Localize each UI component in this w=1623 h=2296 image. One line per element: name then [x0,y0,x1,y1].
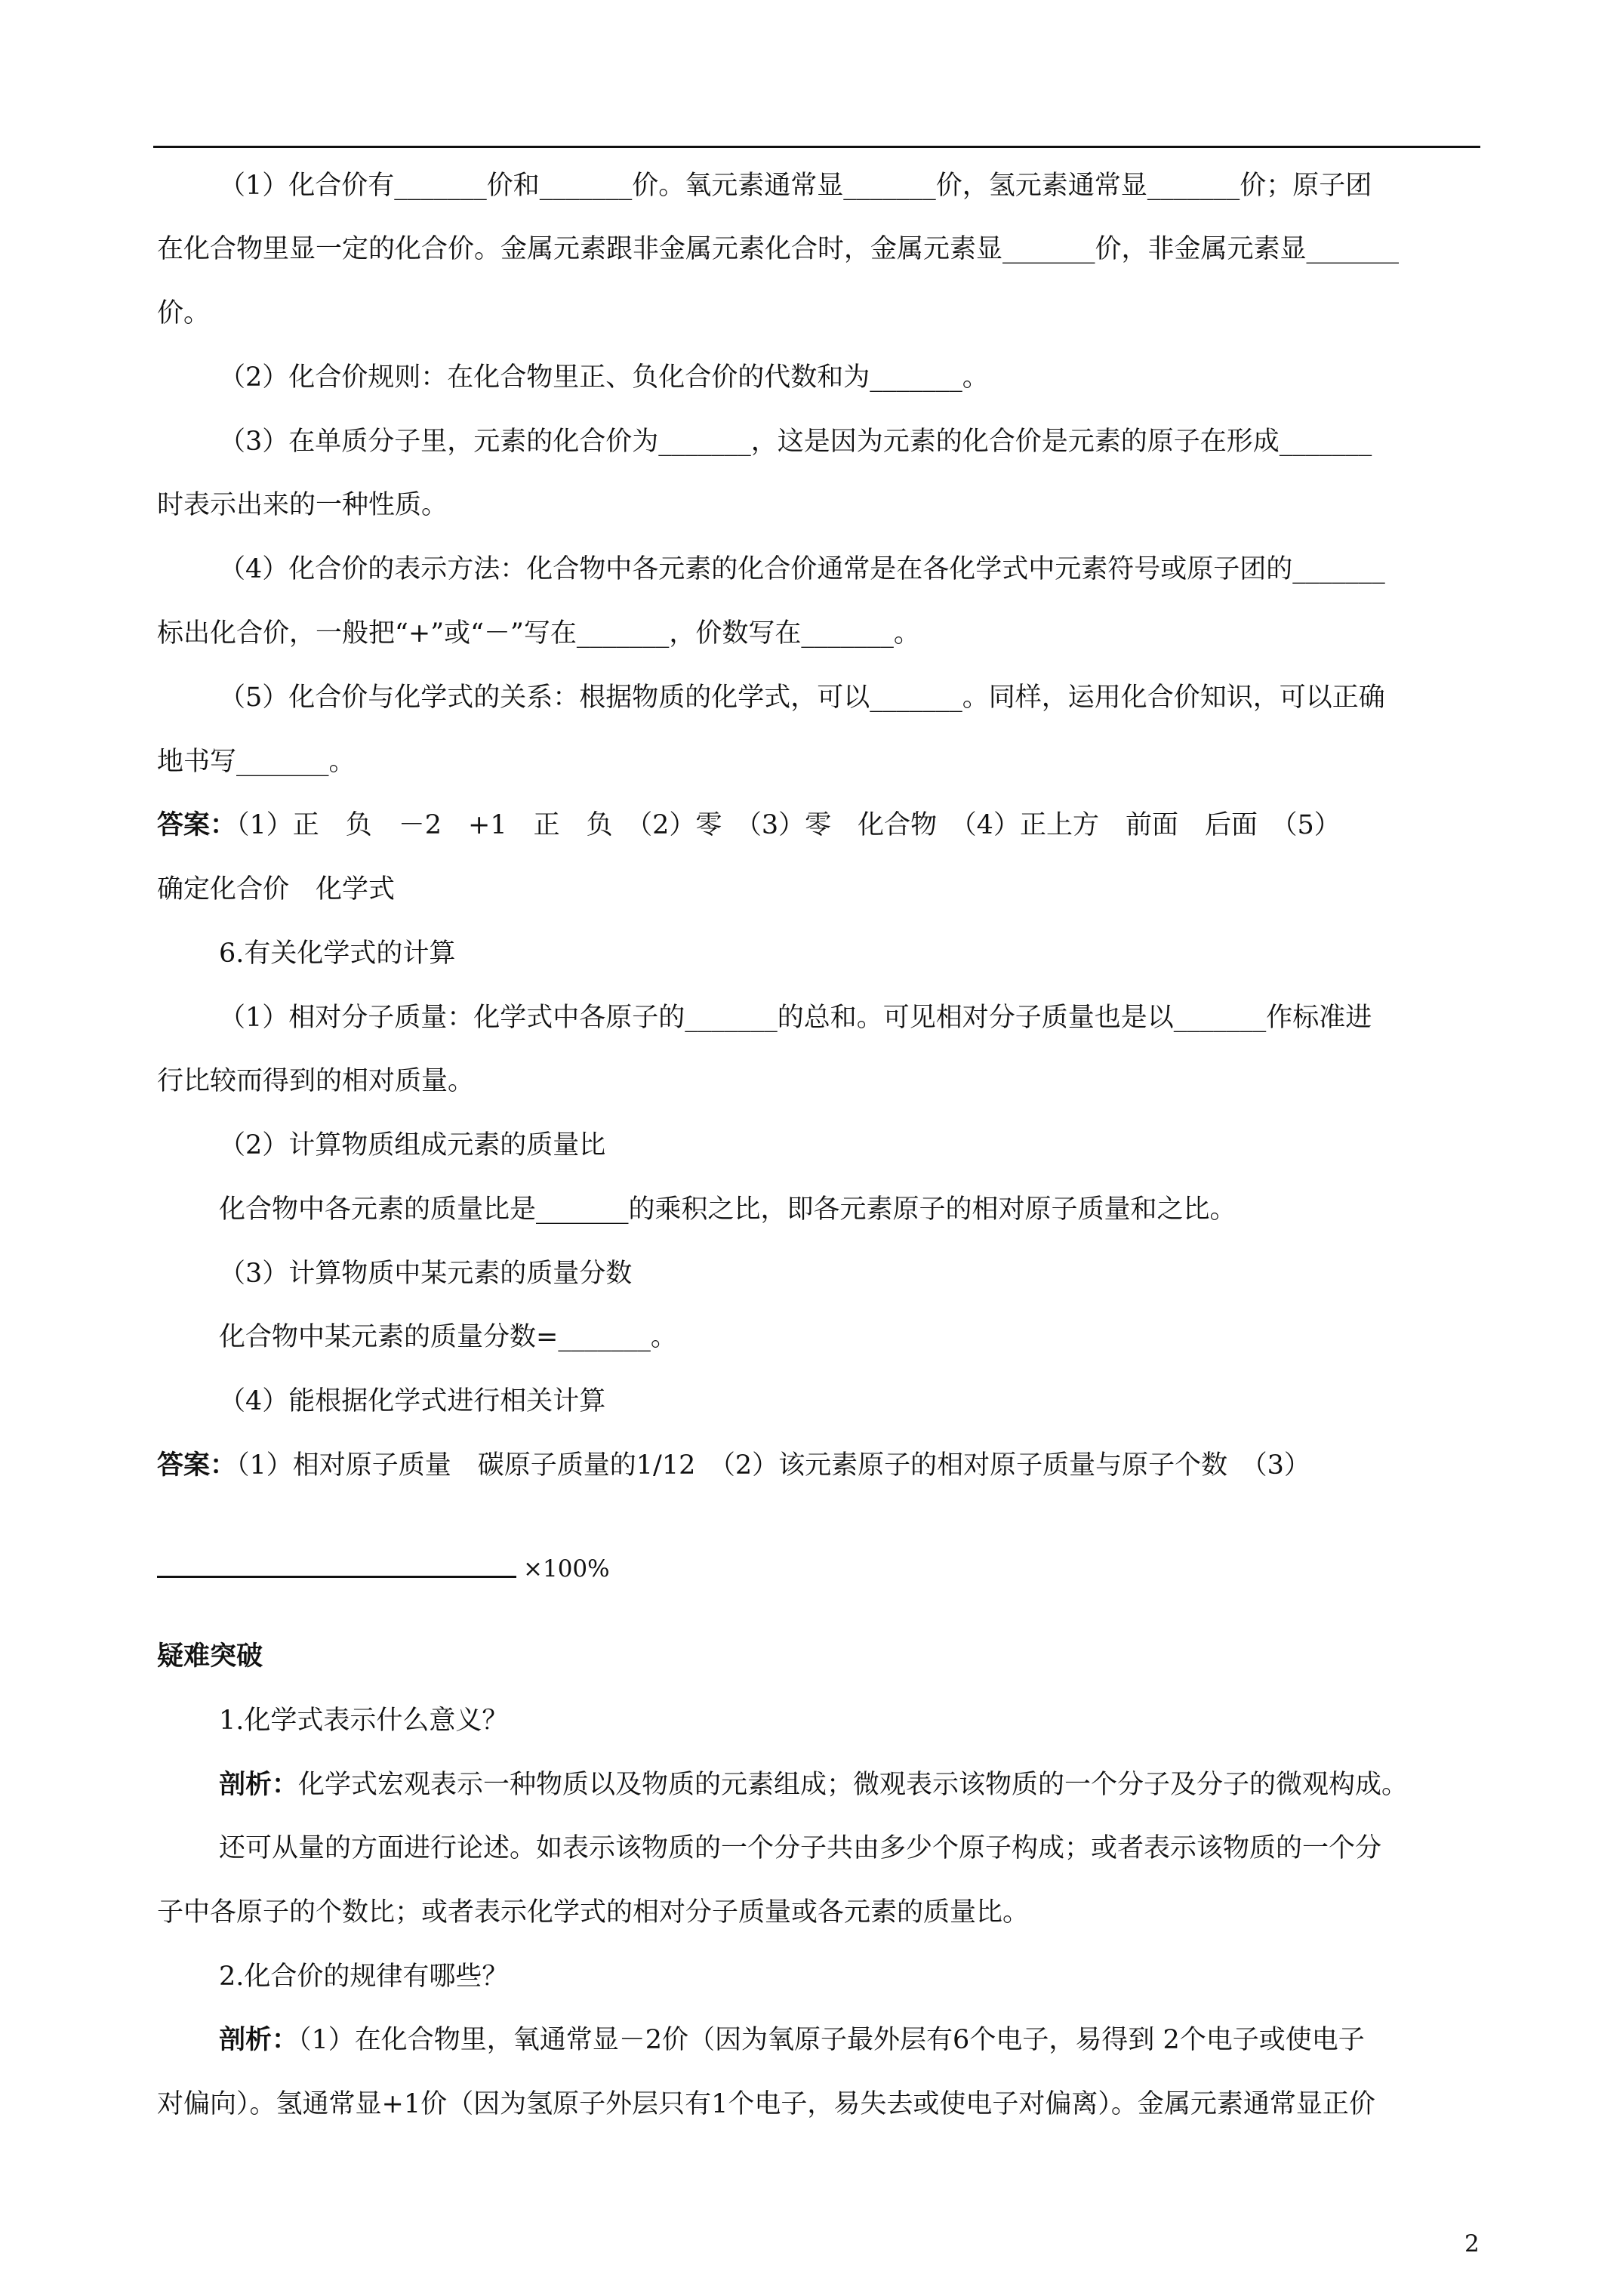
analysis-line [219,1768,1480,1801]
text-line: 对偏向）。氢通常显+1价（因为氢原子外层只有1个电子，易失去或使电子对偏离）。金属元素通常显正价 [157,2089,1375,2119]
answer-label: 答案： [157,1450,237,1481]
answer-label: 答案： [157,809,237,840]
text-line: 标出化合价，一般把“+”或“－”写在_______，价数写在_______。 [157,618,920,649]
question-heading: 2.化合价的规律有哪些？ [219,1962,509,1992]
text-line: （3）在单质分子里，元素的化合价为_______，这是因为元素的化合价是元素的原子在形成_______ [219,427,1372,457]
page-number: 2 [1464,2230,1480,2257]
text-line: （4）化合价的表示方法：化合物中各元素的化合价通常是在各化学式中元素符号或原子团的_______ [219,554,1385,584]
text-line: （4）能根据化学式进行相关计算 [219,1386,606,1416]
text-line: 地书写_______。 [157,747,356,777]
text-line: 还可从量的方面进行论述。如表示该物质的一个分子共由多少个原子构成；或者表示该物质的一个分 [219,1833,1382,1863]
percent-suffix: ×100% [523,1555,610,1583]
analysis-text: 化学式宏观表示一种物质以及物质的元素组成；微观表示该物质的一个分子及分子的微观构成。 [298,1770,1409,1800]
text-line: 化合物中各元素的质量比是_______的乘积之比，即各元素原子的相对原子质量和之比。 [219,1194,1236,1225]
text-line: 时表示出来的一种性质。 [157,490,448,520]
analysis-text: （1）在化合物里，氧通常显－2价（因为氧原子最外层有6个电子，易得到 2个电子或使电子 [298,2025,1365,2055]
answer-line [157,809,1480,842]
text-line: 确定化合价 化学式 [157,874,396,905]
text-line: 在化合物里显一定的化合价。金属元素跟非金属元素化合时，金属元素显_______价，非金属元素显_______ [157,234,1400,264]
answer-line [157,1449,1480,1482]
text-line: 行比较而得到的相对质量。 [157,1066,475,1096]
question-heading: 1.化学式表示什么意义？ [219,1706,509,1736]
text-line: （3）计算物质中某元素的质量分数 [219,1259,633,1289]
analysis-label: 剖析： [219,2024,299,2055]
fraction-bar [157,1576,516,1578]
section-title: 疑难突破 [157,1641,263,1672]
answer-text: （1）正 负 －2 +1 正 负 （2）零 （3）零 化合物 （4）正上方 前面 后面 （5） [236,810,1341,840]
header-rule [153,146,1480,148]
text-line: （1）化合价有_______价和_______价。氧元素通常显_______价，氢元素通常显_______价；原子团 [219,171,1372,201]
analysis-label: 剖析： [219,1769,299,1800]
text-line: （2）化合价规则：在化合物里正、负化合价的代数和为_______。 [219,362,989,393]
text-line: （2）计算物质组成元素的质量比 [219,1130,606,1160]
section-heading: 6.有关化学式的计算 [219,938,456,969]
answer-text: （1）相对原子质量 碳原子质量的1/12 （2）该元素原子的相对原子质量与原子个数 （3） [236,1450,1310,1481]
text-line: （1）相对分子质量：化学式中各原子的_______的总和。可见相对分子质量也是以_______作标准进 [219,1003,1372,1033]
text-line: 子中各原子的个数比；或者表示化学式的相对分子质量或各元素的质量比。 [157,1897,1030,1928]
analysis-line [219,2023,1480,2057]
text-line: 价。 [157,298,211,328]
text-line: 化合物中某元素的质量分数=_______。 [219,1322,677,1352]
text-line: （5）化合价与化学式的关系：根据物质的化学式，可以_______。同样，运用化合价知识，可以正确 [219,683,1385,713]
